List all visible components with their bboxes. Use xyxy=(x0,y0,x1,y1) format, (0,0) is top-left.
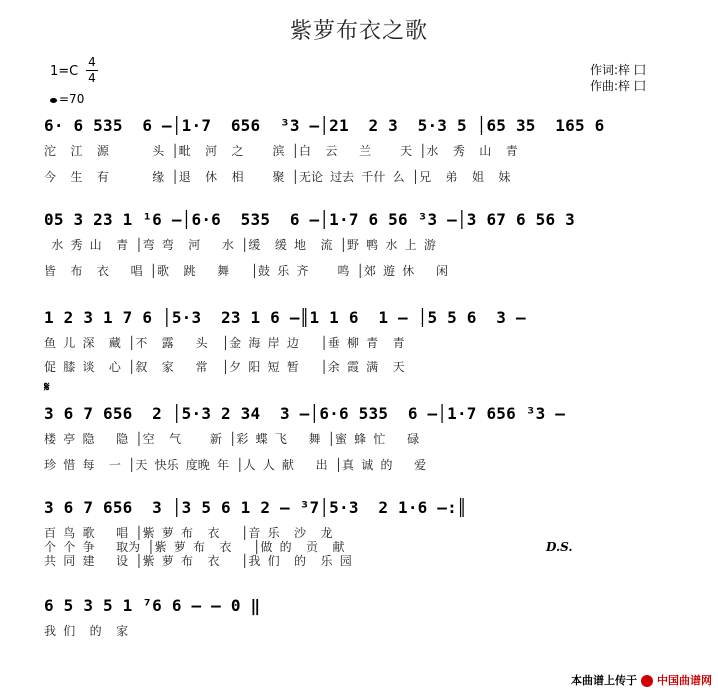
tempo-value: =70 xyxy=(59,92,85,106)
notes-line: 3 6 7 656 3 │3 5 6 1 2 – ³7│5·3 2 1·6 –:║ xyxy=(44,498,467,517)
key-signature: 1=C xyxy=(50,64,79,79)
lyrics-verse-1: 百 鸟 歌 唱 │紫 萝 布 衣 │音 乐 沙 龙 xyxy=(44,526,333,540)
lyrics-verse-2: 今 生 有 缘 │退 休 相 聚 │无论 过去 千什 么 │兄 弟 姐 妹 xyxy=(44,170,511,184)
time-sig-top: 4 xyxy=(88,55,96,69)
notes-line: 3 6 7 656 2 │5·3 2 34 3 –│6·6 535 6 –│1·7 656 ³3 – xyxy=(44,404,566,423)
lyrics-verse-1: 水 秀 山 青 │弯 弯 河 水 │缓 缓 地 流 │野 鸭 水 上 游 xyxy=(44,238,436,252)
composer: 作曲:梓 囗 xyxy=(590,79,646,93)
credits xyxy=(590,62,646,94)
dal-segno-mark: D.S. xyxy=(546,540,573,554)
notes-line: 6 5 3 5 1 ⁷6 6 – – 0 ‖ xyxy=(44,596,261,615)
song-title: 紫萝布衣之歌 xyxy=(289,19,428,44)
lyrics-verse-2: 皆 布 衣 唱 │歌 跳 舞 │鼓 乐 齐 鸣 │郊 遊 休 闲 xyxy=(44,264,448,278)
time-signature xyxy=(85,55,99,86)
notes-line: 1 2 3 1 7 6 │5·3 23 1 6 –║1 1 6 1 – │5 5 6 3 – xyxy=(44,308,526,327)
footer-watermark xyxy=(571,672,712,688)
lyrics-verse-2: 促 膝 谈 心 │叙 家 常 │夕 阳 短 暂 │余 霞 满 天 xyxy=(44,360,405,374)
time-sig-bottom: 4 xyxy=(88,71,96,85)
notes-line: 05 3 23 1 ¹6 –│6·6 535 6 –│1·7 6 56 ³3 –│3 67 6 56 3 xyxy=(44,210,575,229)
tempo-marking xyxy=(50,92,84,106)
notes-line: 6· 6 535 6 –│1·7 656 ³3 –│21 2 3 5·3 5 │65 35 165 6 xyxy=(44,116,605,135)
site-logo-icon xyxy=(641,675,653,687)
footer-site: 中国曲谱网 xyxy=(657,674,712,687)
lyrics-verse-1: 楼 亭 隐 隐 │空 气 新 │彩 蝶 飞 舞 │蜜 蜂 忙 碌 xyxy=(44,432,420,446)
lyrics-verse-2: 珍 惜 每 一 │天 快乐 度晚 年 │人 人 献 出 │真 诚 的 爱 xyxy=(44,458,427,472)
lyrics-verse-2: 个 个 争 取为 │紫 萝 布 衣 │做 的 贡 献 xyxy=(44,540,345,554)
lyricist: 作词:梓 囗 xyxy=(590,63,646,77)
lyrics-verse-1: 鱼 儿 深 藏 │不 露 头 │金 海 岸 边 │垂 柳 青 青 xyxy=(44,336,405,350)
footer-text: 本曲谱上传于 xyxy=(571,674,637,687)
lyrics-verse-3: 共 同 建 设 │紫 萝 布 衣 │我 们 的 乐 园 xyxy=(44,554,352,568)
quarter-note-icon xyxy=(50,98,57,103)
segno-icon: 𝄋 xyxy=(44,380,50,395)
lyrics-verse-1: 沱 江 源 头 │毗 河 之 滨 │白 云 兰 天 │水 秀 山 青 xyxy=(44,144,518,158)
lyrics-verse-1: 我 们 的 家 xyxy=(44,624,129,638)
